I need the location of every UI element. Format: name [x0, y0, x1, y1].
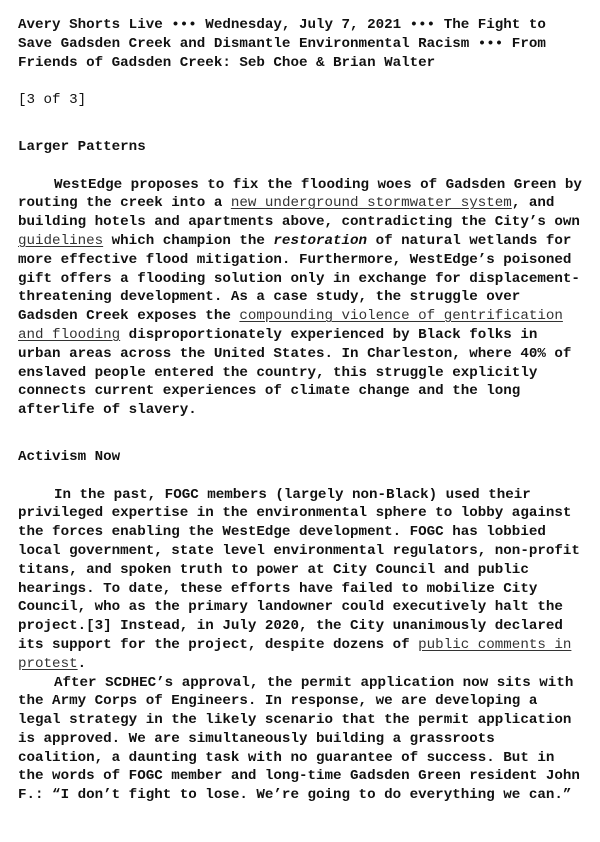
- paragraph-larger-patterns: [18, 176, 582, 420]
- part-label: [3 of 3]: [18, 92, 87, 109]
- section-heading-activism-now: Activism Now: [18, 448, 121, 465]
- document-page: [18, 16, 582, 805]
- link-guidelines[interactable]: guidelines: [18, 232, 104, 249]
- paragraph-activism-1: [18, 486, 582, 674]
- section-spacer: [18, 420, 582, 448]
- link-public-comments[interactable]: public comments in protest: [18, 636, 572, 672]
- italic-restoration: restoration: [273, 232, 368, 249]
- text-run: of natural wetlands for more effective flood mitigation. Furthermore, WestEdge’s poisoned gift offers a flooding solution only in exchange for displacement-threatening development. As a case study, the struggle over Gadsden Creek exposes the: [18, 232, 580, 325]
- document-header: Avery Shorts Live ••• Wednesday, July 7, 2021 ••• The Fight to Save Gadsden Creek and Dismantle Environmental Racism ••• From Friends of Gadsden Creek: Seb Choe & Brian Walter: [18, 17, 546, 71]
- section-heading-larger-patterns: Larger Patterns: [18, 138, 146, 155]
- text-run: WestEdge proposes to fix the flooding woes of Gadsden Green by routing the creek into a: [18, 176, 582, 212]
- text-run: .: [77, 655, 87, 672]
- text-run: disproportionately experienced by Black folks in urban areas across the United States. In Charleston, where 40% of enslaved people entered the country, this struggle explicitly connects current experiences of climate change and the long afterlife of slavery.: [18, 326, 572, 419]
- link-compounding-violence[interactable]: compounding violence of gentrification and flooding: [18, 308, 563, 343]
- text-run: In the past, FOGC members (largely non-Black) used their privileged expertise in the environmental sphere to lobby against the forces enabling the WestEdge development. FOGC has lobbied local government, state level environmental regulators, non-profit titans, and spoken truth to power at City Council and public hearings. To date, these efforts have failed to mobilize City Council, who as the primary landowner could executively halt the project.[3] Instead, in July 2020, the City unanimously declared its support for the project, despite dozens of: [18, 486, 580, 653]
- text-run: , and building hotels and apartments above, contradicting the City’s own: [18, 195, 580, 231]
- paragraph-activism-2: After SCDHEC’s approval, the permit application now sits with the Army Corps of Engineers. In response, we are developing a legal strategy in the likely scenario that the permit application is approved. We are simultaneously building a grassroots coalition, a daunting task with no guarantee of success. But in the words of FOGC member and long-time Gadsden Green resident John F.: “I don’t fight to lose. We’re going to do everything we can.”: [18, 674, 580, 804]
- link-underground-stormwater-system[interactable]: new underground stormwater system: [230, 195, 512, 212]
- text-run: which champion the: [103, 232, 274, 249]
